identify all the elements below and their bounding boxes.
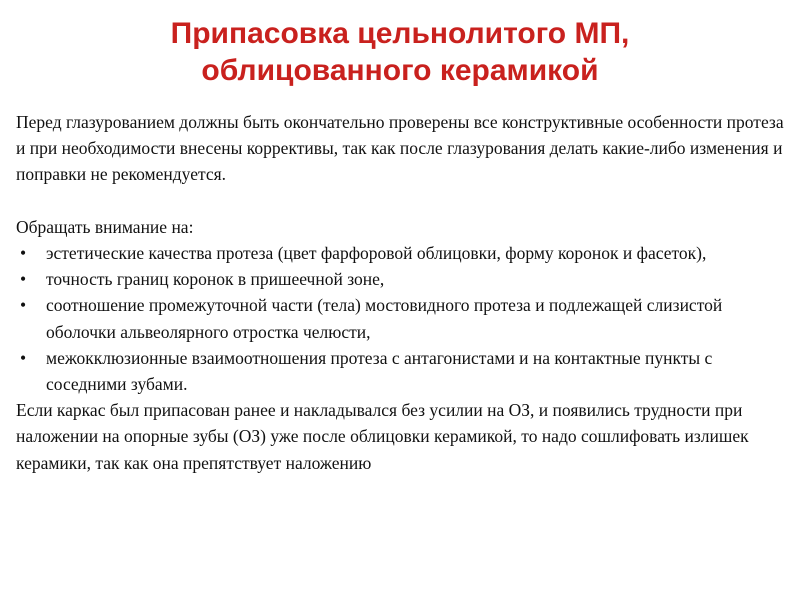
slide-body (16, 109, 786, 476)
list-item-text: соотношение промежуточной части (тела) мостовидного протеза и подлежащей слизистой оболочки альвеолярного отростка челюсти, (46, 295, 723, 342)
attention-label: Обращать внимание на: (16, 216, 194, 237)
closing-paragraph: Если каркас был припасован ранее и накладывался без усилии на ОЗ, и появились трудности при наложении на опорные зубы (ОЗ) уже после облицовки керамикой, то надо сошлифовать излишек керамики, так как она препятствует наложению (16, 400, 749, 473)
attention-list (16, 240, 786, 397)
list-item (16, 345, 786, 397)
list-item (16, 292, 786, 344)
list-item-text: межокклюзионные взаимоотношения протеза с антагонистами и на контактные пункты с соседними зубами. (46, 347, 713, 395)
list-item-text: эстетические качества протеза (цвет фарфоровой облицовки, форму коронок и фасеток), (46, 243, 707, 263)
paragraph-spacer (16, 188, 786, 214)
list-item-text: точность границ коронок в пришеечной зоне, (46, 269, 385, 290)
bullet-icon: • (20, 347, 27, 368)
bullet-icon: • (20, 243, 27, 263)
slide-title (0, 15, 800, 89)
bullet-icon: • (20, 269, 27, 290)
list-item (16, 266, 786, 292)
intro-paragraph: Перед глазурованием должны быть окончательно проверены все конструктивные особенности протеза и при необходимости внесены коррективы, так как после глазурования делать какие-либо изменения и поправки не рекомендуется. (16, 112, 784, 185)
slide-title-line-1: Припасовка цельнолитого МП, (170, 17, 630, 50)
slide-title-line-2: облицованного керамикой (201, 54, 599, 87)
bullet-icon: • (20, 295, 27, 316)
list-item (16, 240, 786, 266)
